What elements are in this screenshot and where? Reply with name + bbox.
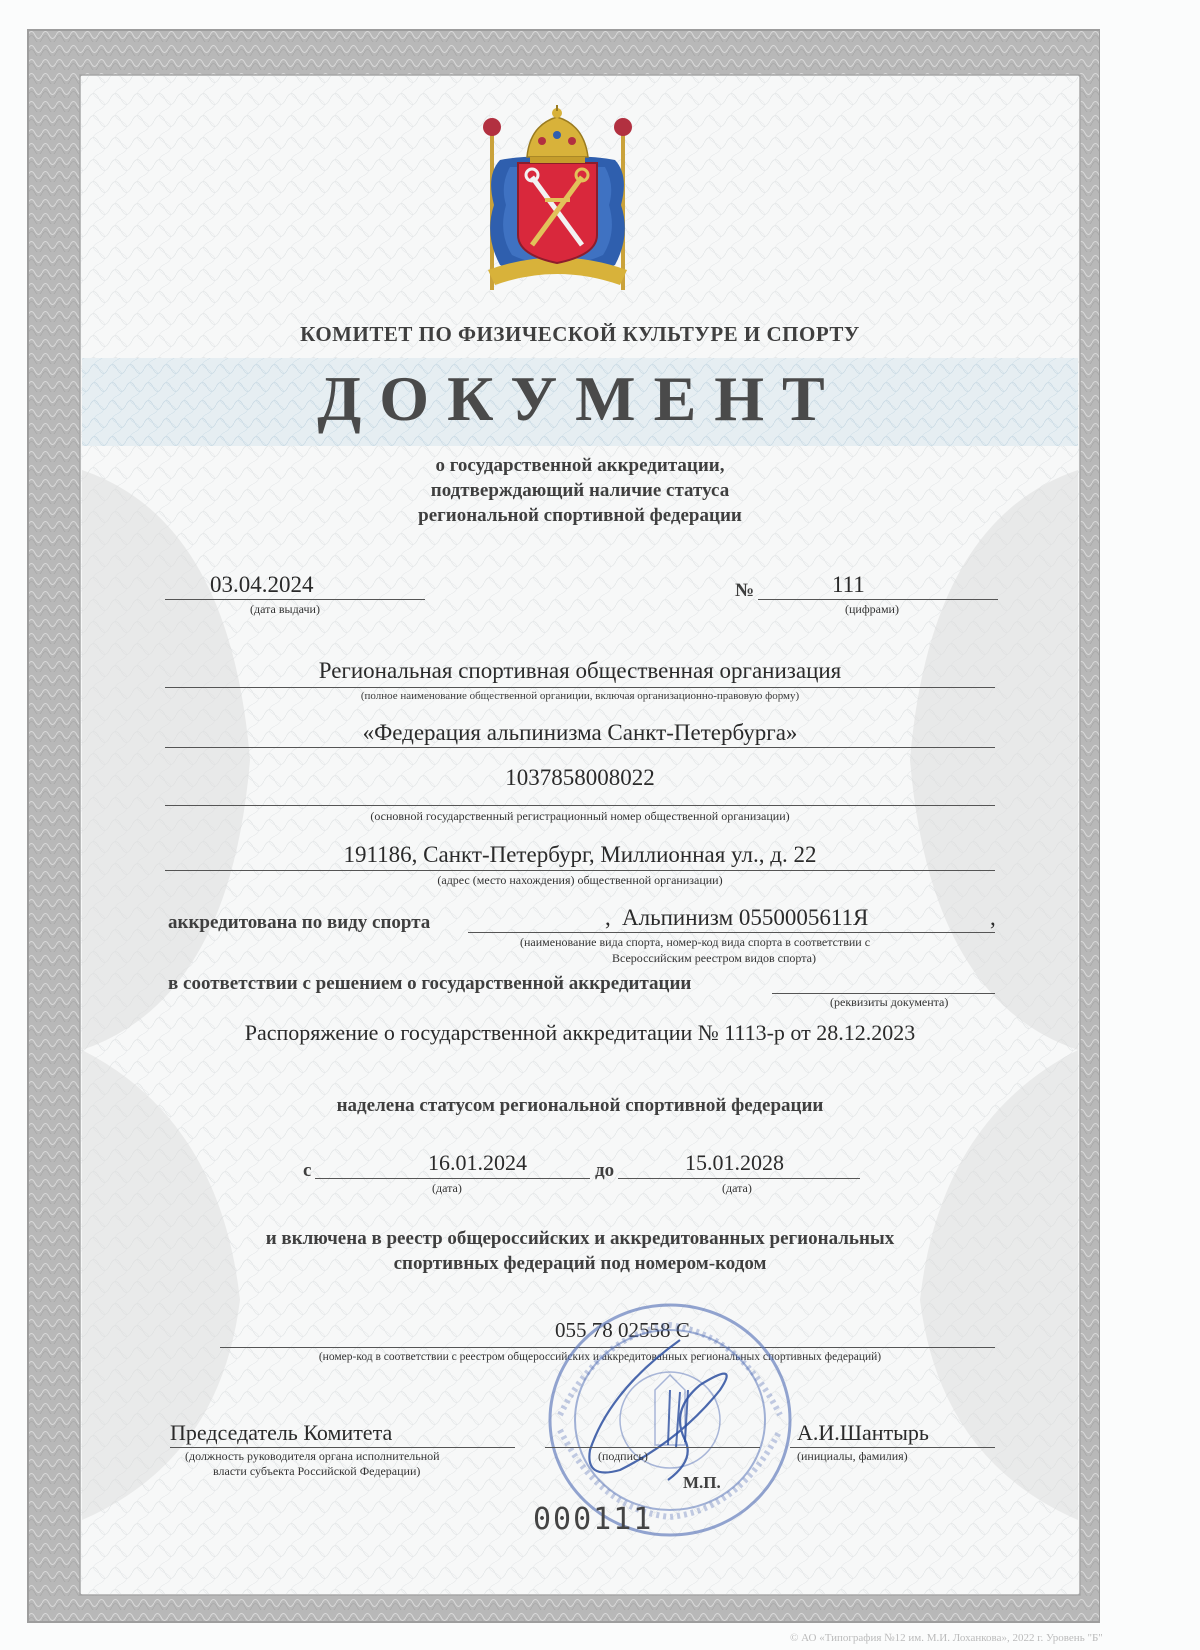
registry-text-1: и включена в реестр общероссийских и аккредитованных региональных [265, 1228, 895, 1249]
committee-name: КОМИТЕТ ПО ФИЗИЧЕСКОЙ КУЛЬТУРЕ И СПОРТУ [300, 322, 860, 346]
decision-line [772, 993, 995, 994]
issue-date: 03.04.2024 [210, 572, 314, 597]
organization-address-line [165, 870, 995, 871]
document-title: ДОКУМЕНТ [317, 363, 843, 434]
document-number-line [758, 599, 998, 600]
from-date-line [315, 1178, 590, 1179]
to-label: до [595, 1160, 615, 1181]
sport-caption-1: (наименование вида спорта, номер-код вида спорта в соответствии с [520, 935, 871, 949]
decision-value: Распоряжение о государственной аккредитации № 1113-р от 28.12.2023 [244, 1020, 916, 1045]
sport-value: Альпинизм 0550005611Я [622, 905, 869, 930]
organization-address-caption: (адрес (место нахождения) общественной организации) [437, 873, 723, 887]
sport-label: аккредитована по виду спорта [168, 912, 431, 933]
sport-comma-before: , [605, 905, 611, 930]
registry-code: 055 78 02558 С [555, 1318, 690, 1342]
signature-caption: (подпись) [598, 1449, 648, 1463]
saint-petersburg-emblem-icon [470, 105, 645, 305]
decision-caption: (реквизиты документа) [830, 995, 949, 1009]
organization-ogrn-line [165, 805, 995, 806]
signer-name-line [790, 1447, 995, 1448]
signer-position-caption-2: власти субъекта Российской Федерации) [213, 1464, 421, 1478]
organization-name-caption: (полное наименование общественной органиции, включая организационно-правовую форму) [360, 690, 800, 702]
status-text: наделена статусом региональной спортивной федерации [336, 1095, 824, 1116]
organization-name-line-2: «Федерация альпинизма Санкт-Петербурга» [362, 720, 798, 745]
organization-name-line [165, 687, 995, 688]
sport-line [468, 932, 995, 933]
to-date-line [618, 1178, 860, 1179]
registry-code-caption: (номер-код в соответствии с реестром общероссийских и аккредитованных региональных спортивных федераций) [318, 1351, 882, 1363]
signature-scribble [550, 1330, 790, 1490]
subtitle-line-2: подтверждающий наличие статуса [430, 480, 730, 501]
organization-ogrn: 1037858008022 [505, 765, 655, 790]
subtitle-line-3: региональной спортивной федерации [418, 505, 742, 526]
subtitle-line-1: о государственной аккредитации, [435, 455, 725, 476]
to-date-caption: (дата) [722, 1181, 752, 1195]
printer-footer: © АО «Типография №12 им. М.И. Лоханкова», 2022 г. Уровень "Б" [790, 1632, 1103, 1644]
from-label: с [303, 1160, 312, 1181]
decision-label: в соответствии с решением о государственной аккредитации [168, 973, 692, 994]
signer-name: А.И.Шантырь [797, 1420, 929, 1445]
from-date: 16.01.2024 [428, 1150, 527, 1175]
registry-text-2: спортивных федераций под номером-кодом [393, 1253, 767, 1274]
issue-date-caption: (дата выдачи) [250, 602, 320, 616]
seal-place-label: М.П. [683, 1473, 721, 1492]
to-date: 15.01.2028 [685, 1150, 784, 1175]
sport-comma-after: , [990, 905, 996, 930]
signer-position-caption-1: (должность руководителя органа исполнительной [185, 1449, 440, 1463]
organization-name-line-1: Региональная спортивная общественная организация [318, 658, 842, 683]
document-number-caption: (цифрами) [845, 602, 899, 616]
signer-name-caption: (инициалы, фамилия) [797, 1449, 908, 1463]
sport-caption-2: Всероссийским реестром видов спорта) [612, 951, 816, 965]
issue-date-line [165, 599, 425, 600]
signer-position-line [170, 1447, 515, 1448]
organization-name-line-2-rule [165, 747, 995, 748]
organization-address: 191186, Санкт-Петербург, Миллионная ул., д. 22 [343, 842, 817, 867]
signature-line [545, 1447, 760, 1448]
organization-ogrn-caption: (основной государственный регистрационный номер общественной организации) [370, 809, 790, 823]
signer-position: Председатель Комитета [170, 1420, 393, 1445]
from-date-caption: (дата) [432, 1181, 462, 1195]
number-sign: № [735, 580, 755, 601]
document-number: 111 [832, 572, 865, 597]
serial-number: 000111 [533, 1502, 654, 1537]
